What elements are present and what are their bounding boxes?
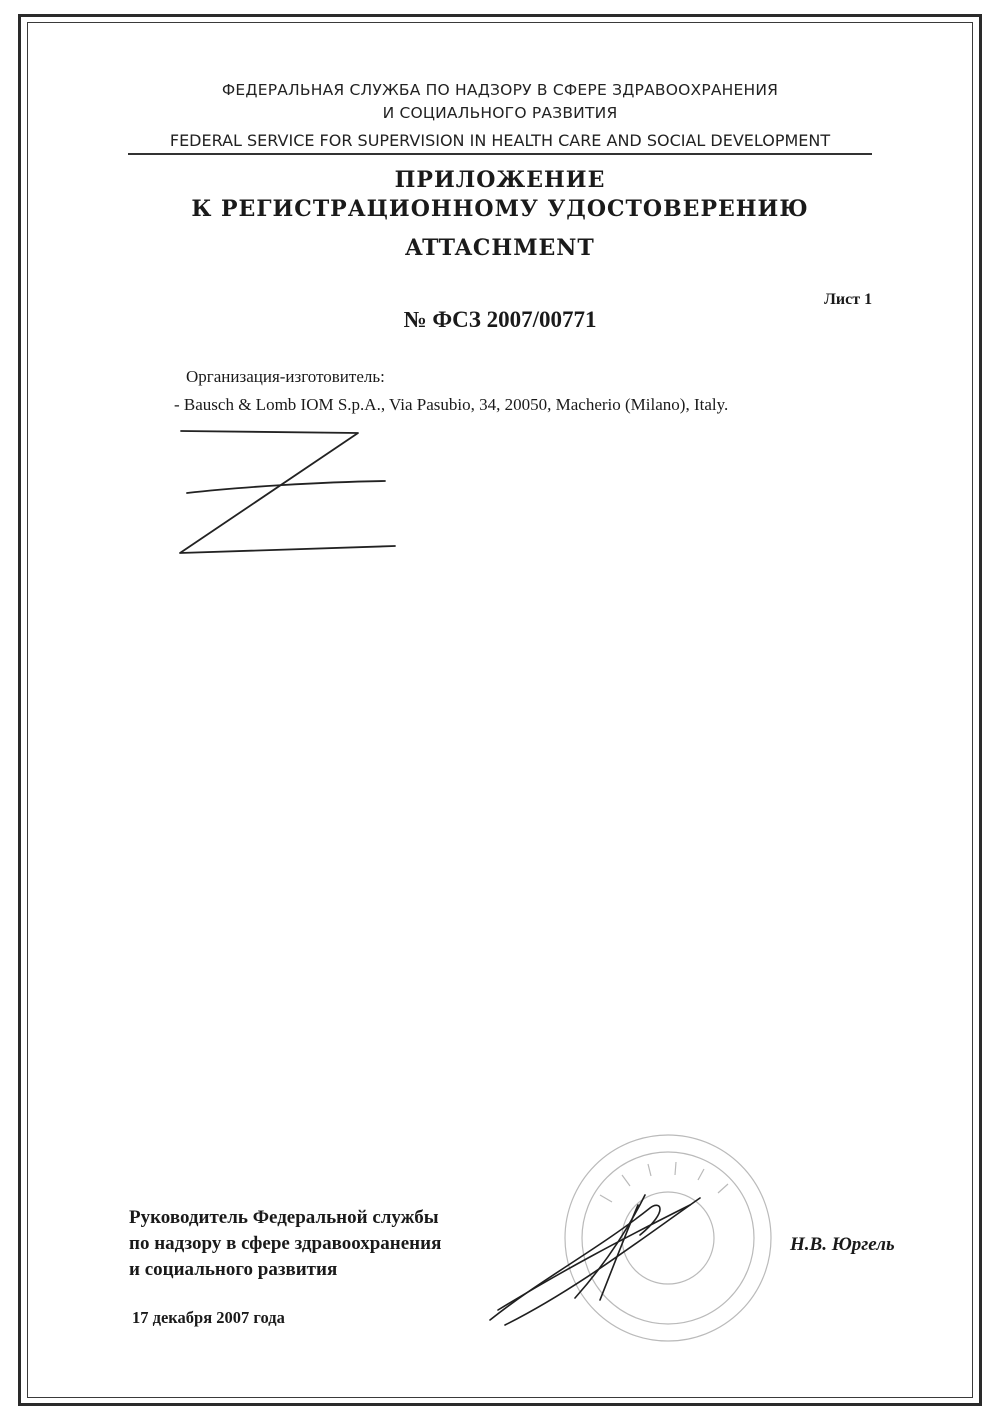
registration-number: № ФСЗ 2007/00771 <box>403 307 597 332</box>
agency-name-en: FEDERAL SERVICE FOR SUPERVISION IN HEALTH CARE AND SOCIAL DEVELOPMENT <box>128 131 872 155</box>
document-title-en: ATTACHMENT <box>405 235 595 261</box>
agency-name-ru-line2: И СОЦИАЛЬНОГО РАЗВИТИЯ <box>382 104 618 122</box>
manufacturer-label: Организация-изготовитель: <box>186 367 385 386</box>
sheet-number: Лист 1 <box>824 291 873 308</box>
document-title-line1: ПРИЛОЖЕНИЕ <box>394 167 606 193</box>
signatory-position-line1: Руководитель Федеральной службы <box>129 1207 439 1228</box>
official-stamp <box>565 1135 771 1341</box>
signatory-name: Н.В. Юргель <box>790 1234 895 1255</box>
document-title-line2: К РЕГИСТРАЦИОННОМУ УДОСТОВЕРЕНИЮ <box>191 196 809 222</box>
agency-name-ru-line1: ФЕДЕРАЛЬНАЯ СЛУЖБА ПО НАДЗОРУ В СФЕРЕ ЗДРАВООХРАНЕНИЯ <box>221 81 779 99</box>
signature <box>490 1195 700 1325</box>
signing-date: 17 декабря 2007 года <box>132 1308 285 1327</box>
signatory-position <box>129 1205 441 1283</box>
signatory-position-line3: и социального развития <box>129 1259 338 1280</box>
signatory-position-line2: по надзору в сфере здравоохранения <box>129 1233 442 1254</box>
manufacturer-entry: - Bausch & Lomb IOM S.p.A., Via Pasubio, 34, 20050, Macherio (Milano), Italy. <box>174 395 729 414</box>
z-strike-mark <box>180 431 395 553</box>
